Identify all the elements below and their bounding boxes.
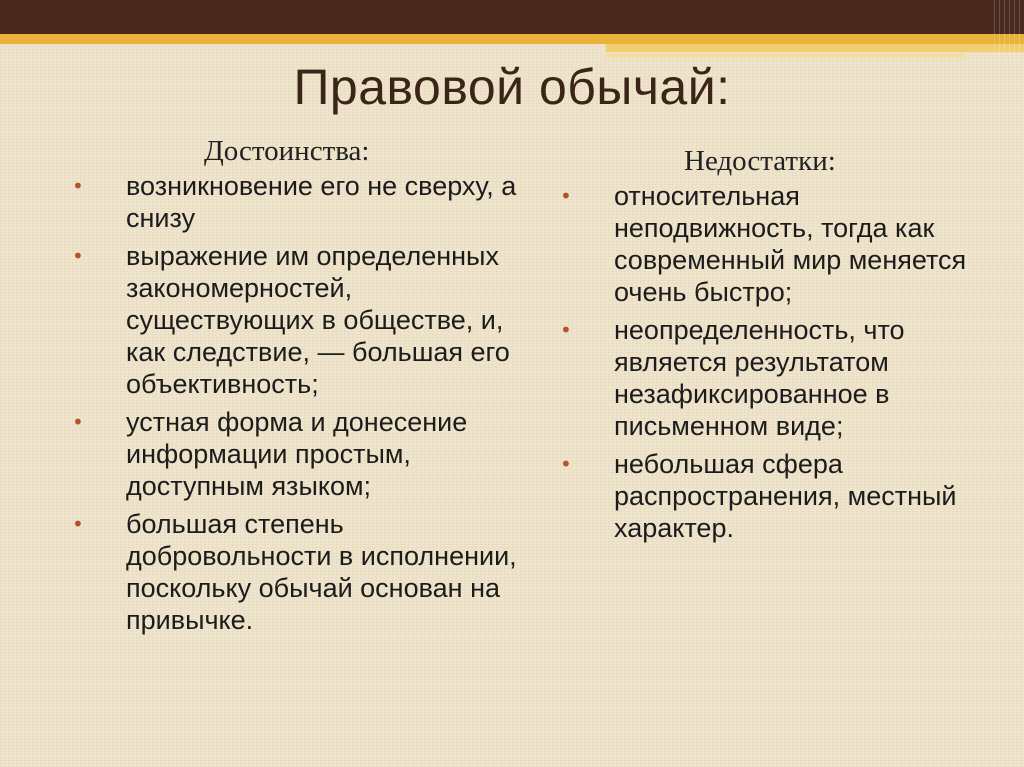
list-item — [72, 240, 542, 400]
gold-stripe — [0, 34, 1024, 44]
disadvantages-list — [560, 180, 1000, 544]
slide-title: Правовой обычай: — [293, 59, 731, 115]
advantages-heading: Достоинства: — [204, 135, 370, 167]
corner-decoration — [994, 0, 1024, 60]
list-item-text: возникновение его не сверху, а снизу — [126, 171, 517, 233]
list-item-text: относительная неподвижность, тогда как современный мир меняется очень быстро; — [614, 181, 967, 307]
list-item-text: большая степень добровольности в исполнении, поскольку обычай основан на привычке. — [126, 509, 517, 635]
list-item — [72, 170, 542, 234]
bullet-icon — [72, 240, 126, 273]
bullet-icon — [560, 448, 614, 481]
bullet-icon — [72, 508, 126, 541]
bullet-icon — [560, 180, 614, 213]
bullet-icon — [72, 406, 126, 439]
bullet-icon — [560, 314, 614, 347]
list-item — [560, 180, 1000, 308]
list-item — [72, 508, 542, 636]
list-item — [72, 406, 542, 502]
advantages-list — [72, 170, 542, 636]
gold-stripe-accent-thin — [606, 54, 966, 57]
advantages-column — [72, 135, 542, 642]
bullet-icon — [72, 170, 126, 203]
list-item-text: устная форма и донесение информации простым, доступным языком; — [126, 407, 468, 501]
list-item — [560, 448, 1000, 544]
list-item-text: неопределенность, что является результатом незафиксированное в письменном виде; — [614, 315, 905, 441]
list-item-text: выражение им определенных закономерностей, существующих в обществе, и, как следствие, — большая его объективность; — [126, 241, 510, 399]
list-item-text: небольшая сфера распространения, местный характер. — [614, 449, 957, 543]
disadvantages-column — [560, 145, 1000, 550]
gold-stripe-accent — [606, 44, 1024, 52]
disadvantages-heading: Недостатки: — [684, 145, 836, 177]
top-bar — [0, 0, 1024, 34]
list-item — [560, 314, 1000, 442]
